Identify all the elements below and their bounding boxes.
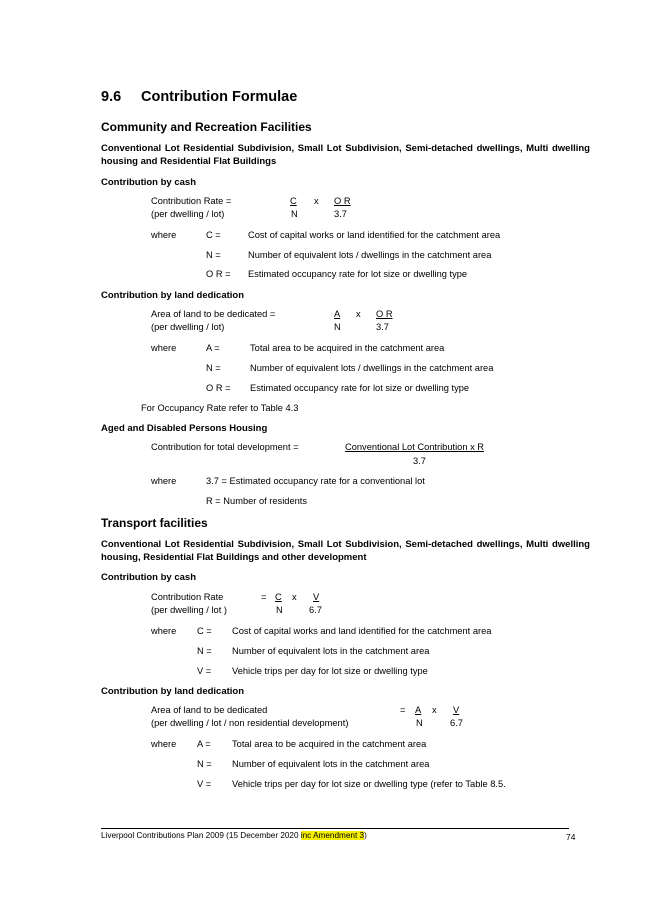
section-number: 9.6	[101, 89, 122, 105]
community-cash-label1: Contribution Rate =	[151, 196, 232, 206]
transport-land-num1: A	[415, 705, 422, 715]
transport-cash-def-text: Number of equivalent lots in the catchment area	[232, 646, 430, 656]
community-cash-def-text: Cost of capital works or land identified for the catchment area	[248, 230, 501, 240]
community-cash-den2: 3.7	[334, 209, 347, 219]
footer-amendment-highlight: inc Amendment 3	[300, 831, 365, 840]
transport-land-eq: =	[400, 705, 406, 715]
community-land-label2: (per dwelling / lot)	[151, 322, 225, 332]
transport-land-label2: (per dwelling / lot / non residential development)	[151, 718, 349, 728]
aged-numerator: Conventional Lot Contribution x R	[345, 442, 485, 452]
transport-cash-op: x	[292, 592, 297, 602]
section-title: Contribution Formulae	[141, 89, 298, 105]
transport-land-def-text: Total area to be acquired in the catchment area	[232, 739, 427, 749]
transport-land-heading: Contribution by land dedication	[101, 686, 245, 697]
community-land-num2: O R	[376, 309, 393, 319]
community-cash-den1: N	[291, 209, 298, 219]
community-cash-def-sym: O R =	[206, 269, 231, 279]
transport-cash-def-text: Vehicle trips per day for lot size or dwelling type	[232, 666, 428, 676]
community-cash-heading: Contribution by cash	[101, 177, 196, 188]
community-land-op: x	[356, 309, 361, 319]
aged-label: Contribution for total development =	[151, 442, 299, 452]
community-land-def-text: Total area to be acquired in the catchment area	[250, 343, 445, 353]
community-land-heading: Contribution by land dedication	[101, 290, 245, 301]
transport-land-def-text: Number of equivalent lots in the catchment area	[232, 759, 430, 769]
transport-land-den1: N	[416, 718, 423, 728]
community-land-den2: 3.7	[376, 322, 389, 332]
transport-cash-heading: Contribution by cash	[101, 572, 196, 583]
community-land-where: where	[151, 343, 177, 353]
community-cash-def-text: Estimated occupancy rate for lot size or dwelling type	[248, 269, 468, 279]
transport-land-num2: V	[453, 705, 460, 715]
transport-land-def-sym: A =	[197, 739, 211, 749]
community-cash-num2: O R	[334, 196, 351, 206]
transport-cash-den1: N	[276, 605, 283, 615]
community-cash-where: where	[151, 230, 177, 240]
transport-cash-def-text: Cost of capital works and land identified for the catchment area	[232, 626, 492, 636]
aged-where: where	[151, 476, 177, 486]
transport-cash-def-sym: V =	[197, 666, 212, 676]
transport-cash-den2: 6.7	[309, 605, 322, 615]
transport-cash-eq: =	[261, 592, 267, 602]
community-heading: Community and Recreation Facilities	[101, 120, 312, 134]
page-number: 74	[566, 832, 576, 842]
community-cash-def-sym: N =	[206, 250, 221, 260]
footer-rule	[101, 828, 569, 829]
aged-denominator: 3.7	[413, 456, 426, 466]
aged-def: R = Number of residents	[206, 496, 308, 506]
community-land-den1: N	[334, 322, 341, 332]
transport-cash-where: where	[151, 626, 177, 636]
transport-land-label1: Area of land to be dedicated	[151, 705, 268, 715]
aged-def: 3.7 = Estimated occupancy rate for a conventional lot	[206, 476, 425, 486]
community-cash-def-sym: C =	[206, 230, 221, 240]
community-cash-op: x	[314, 196, 319, 206]
community-scope-line1: Conventional Lot Residential Subdivision, Small Lot Subdivision, Semi-detached dwellings, Multi dwelling	[101, 143, 590, 154]
transport-land-def-text: Vehicle trips per day for lot size or dwelling type (refer to Table 8.5.	[232, 779, 506, 789]
footer-close-paren: )	[364, 831, 367, 840]
community-land-label1: Area of land to be dedicated =	[151, 309, 276, 319]
community-cash-label2: (per dwelling / lot)	[151, 209, 225, 219]
aged-heading: Aged and Disabled Persons Housing	[101, 423, 268, 434]
occupancy-note: For Occupancy Rate refer to Table 4.3	[141, 403, 299, 413]
community-land-def-text: Estimated occupancy rate for lot size or dwelling type	[250, 383, 470, 393]
transport-cash-label2: (per dwelling / lot )	[151, 605, 227, 615]
community-cash-def-text: Number of equivalent lots / dwellings in the catchment area	[248, 250, 492, 260]
transport-cash-def-sym: N =	[197, 646, 212, 656]
transport-land-def-sym: V =	[197, 779, 212, 789]
transport-cash-label1: Contribution Rate	[151, 592, 224, 602]
transport-cash-num1: C	[275, 592, 282, 602]
transport-land-den2: 6.7	[450, 718, 463, 728]
community-land-num1: A	[334, 309, 341, 319]
community-land-def-sym: N =	[206, 363, 221, 373]
community-scope-line2: housing and Residential Flat Buildings	[101, 156, 277, 167]
transport-scope-line2: housing, Residential Flat Buildings and other development	[101, 552, 367, 563]
transport-land-op: x	[432, 705, 437, 715]
transport-heading: Transport facilities	[101, 516, 208, 530]
footer-text	[101, 831, 367, 840]
transport-land-where: where	[151, 739, 177, 749]
footer-plan-title: Liverpool Contributions Plan 2009 (15 December 2020	[101, 831, 301, 840]
transport-cash-num2: V	[313, 592, 320, 602]
transport-scope-line1: Conventional Lot Residential Subdivision, Small Lot Subdivision, Semi-detached dwellings, Multi dwelling	[101, 539, 590, 550]
transport-land-def-sym: N =	[197, 759, 212, 769]
community-land-def-sym: A =	[206, 343, 220, 353]
community-land-def-text: Number of equivalent lots / dwellings in the catchment area	[250, 363, 494, 373]
community-cash-num1: C	[290, 196, 297, 206]
community-land-def-sym: O R =	[206, 383, 231, 393]
transport-cash-def-sym: C =	[197, 626, 212, 636]
